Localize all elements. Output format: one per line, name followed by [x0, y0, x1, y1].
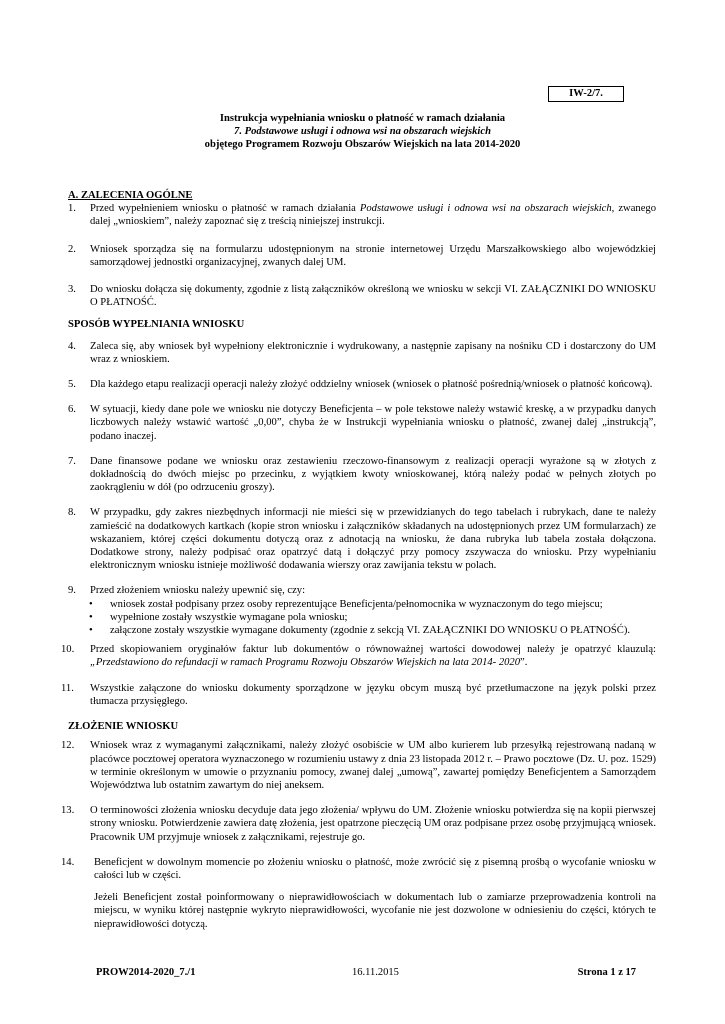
checklist-text: załączone zostały wszystkie wymagane dokumenty (zgodnie z sekcją VI. ZAŁĄCZNIKI DO WNIOSKU O PŁATNOŚĆ). [110, 625, 631, 637]
bullet-icon: • [89, 611, 93, 623]
item-text: Beneficjent w dowolnym momencie po złożeniu wniosku o płatność, może zwrócić się z pisemną prośbą o wycofanie wniosku w całości lub w części. [94, 856, 656, 881]
footer-date: 16.11.2015 [352, 967, 399, 978]
item-number: 3. [68, 284, 76, 296]
list-item [68, 455, 656, 495]
item-text: Przed złożeniem wniosku należy upewnić się, czy: [90, 585, 306, 597]
item-number: 14. [61, 856, 75, 868]
item-text: Zaleca się, aby wniosek był wypełniony elektronicznie i wydrukowany, a następnie zapisany na nośniku CD i dostarczony do UM wraz z wnioskiem. [90, 340, 656, 365]
list-item [61, 682, 656, 708]
item-number: 1. [68, 203, 76, 215]
checklist-text: wniosek został podpisany przez osoby reprezentujące Beneficjenta/pełnomocnika w wyznaczonym do tego miejscu; [110, 598, 603, 610]
item-number: 12. [61, 740, 75, 752]
list-item [61, 856, 656, 882]
section-heading-general: A. ZALECENIA OGÓLNE [68, 190, 193, 201]
item-number: 2. [68, 243, 76, 255]
item-text: W przypadku, gdy zakres niezbędnych informacji nie mieści się w przewidzianych do tego tabelach i rubrykach, dane te należy zamieścić na dodatkowych kartkach (kopie stron wniosku i załączników składanych na udostępnionych przez UM formularzach) ze wskazaniem, której części dokumentu dotyczą oraz z adnotacją na wniosku, że dana rubryka lub tabela została dołączona. Dodatkowe strony, należy podpisać oraz opatrzyć datą i dołączyć przy pomocy zszywacza do wniosku. Przy wypełnianiu elektronicznym wniosku istnieje możliwość dodawania wierszy oraz zawijania tekstu w polach. [90, 507, 656, 572]
list-item [68, 378, 656, 391]
item-number: 13. [61, 805, 75, 817]
title-line-3: objętego Programem Rozwoju Obszarów Wiejskich na lata 2014-2020 [204, 139, 521, 151]
list-item [68, 403, 656, 443]
checklist [68, 598, 656, 638]
item-text-italic: Podstawowe usługi i odnowa wsi na obszarach wiejskich, [359, 203, 615, 215]
item-number: 8. [68, 507, 76, 519]
checklist-item [68, 611, 656, 624]
document-body [61, 189, 656, 931]
item-number: 9. [68, 585, 76, 597]
title-line-2: 7. Podstawowe usługi i odnowa wsi na obszarach wiejskich [234, 126, 491, 138]
list-item [68, 584, 656, 597]
item-number: 4. [68, 340, 76, 352]
item-number: 7. [68, 455, 76, 467]
item-text: O terminowości złożenia wniosku decyduje data jego złożenia/ wpływu do UM. Złożenie wniosku potwierdza się na kopii pierwszej strony wniosku. Potwierdzenie zawiera datę złożenia, jest opatrzone pieczęcią UM oraz podpisane przez osobę przyjmującą wniosek. Pracownik UM przyjmuje wniosek z załącznikami, rejestruje go. [90, 805, 656, 843]
item-text: Przed skopiowaniem oryginałów faktur lub dokumentów o równoważnej wartości dowodowej należy je opatrzyć klauzulą: [90, 644, 656, 656]
item-text: Wniosek sporządza się na formularzu udostępnionym na stronie internetowej Urzędu Marszałkowskiego albo wojewódzkiej samorządowej jednostki organizacyjnej, zwanych dalej UM. [90, 243, 656, 268]
item-text-end: zwanego dalej „wnioskiem”, należy zapoznać się z treścią niniejszej instrukcji. [90, 203, 656, 228]
bullet-icon: • [89, 598, 93, 610]
list-item [61, 739, 656, 792]
item-text: Dla każdego etapu realizacji operacji należy złożyć oddzielny wniosek (wniosek o płatność pośrednią/wniosek o płatność końcową). [90, 379, 653, 391]
item-number: 10. [61, 644, 75, 656]
bullet-icon: • [89, 625, 93, 637]
item-number: 11. [61, 682, 74, 694]
item-text: Do wniosku dołącza się dokumenty, zgodnie z listą załączników określoną we wniosku w sekcji VI. ZAŁĄCZNIKI DO WNIOSKU O PŁATNOŚĆ. [90, 284, 656, 309]
list-item [68, 202, 656, 228]
document-code-box: IW-2/7. [548, 86, 624, 102]
footer-doc-code: PROW2014-2020_7./1 [96, 967, 196, 978]
list-item [68, 340, 656, 366]
checklist-text: wypełnione zostały wszystkie wymagane pola wniosku; [110, 611, 348, 623]
item-text-italic: „Przedstawiono do refundacji w ramach Programu Rozwoju Obszarów Wiejskich na lata 2014- 2020 [90, 657, 521, 669]
footer-page-number: Strona 1 z 17 [577, 967, 636, 978]
item-paragraph: Jeżeli Beneficjent został poinformowany o nieprawidłowościach w dokumentach lub o zamiarze przeprowadzenia kontroli na miejscu, w wyniku której następnie wykryto nieprawidłowości, wycofanie nie jest dozwolone w odniesieniu do części, których te nieprawidłowości dotyczą. [94, 892, 656, 930]
section-heading-filling: SPOSÓB WYPEŁNIANIA WNIOSKU [68, 319, 245, 331]
item-text: W sytuacji, kiedy dane pole we wniosku nie dotyczy Beneficjenta – w pole tekstowe należy wstawić kreskę, a w przypadku danych liczbowych należy wstawić wartość „0,00”, chyba że w Instrukcji wypełniania wniosku o płatność, zwanej dalej „instrukcją”, podano inaczej. [90, 404, 656, 442]
section-heading-submission: ZŁOŻENIE WNIOSKU [68, 721, 179, 733]
title-line-1: Instrukcja wypełniania wniosku o płatność w ramach działania [219, 113, 506, 124]
checklist-item [68, 624, 656, 637]
list-item [68, 283, 656, 309]
item-text: Dane finansowe podane we wniosku oraz zestawieniu rzeczowo-finansowym z realizacji operacji wyrażone są w złotych z dokładnością do dwóch miejsc po przecinku, z wyjątkiem kwoty wnioskowanej, którą należy podać w pełnych złotych po zaokrągleniu w dół (po odrzuceniu groszy). [90, 455, 656, 494]
item-text: Wniosek wraz z wymaganymi załącznikami, należy złożyć osobiście w UM albo kurierem lub przesyłką rejestrowaną nadaną w placówce pocztowej operatora wyznaczonego w rozumieniu ustawy z dnia 23 listopada 2012 r. – Prawo pocztowe (Dz. U. poz. 1529) w terminie określonym w umowie o przyznaniu pomocy, zwanej dalej „umową”, zawartej pomiędzy Beneficjentem a Samorządem Województwa lub ostatnim zawartym do niej aneksem. [90, 740, 656, 791]
item-text: Przed wypełnieniem wniosku o płatność w ramach działania [90, 203, 360, 215]
list-item [68, 243, 656, 269]
document-title [120, 112, 605, 152]
item-number: 6. [68, 404, 76, 416]
checklist-item [68, 598, 656, 611]
item-text: Wszystkie załączone do wniosku dokumenty sporządzone w języku obcym muszą być przetłumaczone na język polski przez tłumacza przysięgłego. [90, 682, 656, 707]
list-item [61, 804, 656, 844]
item-text-end: ”. [520, 657, 528, 669]
list-item [61, 643, 656, 669]
item-number: 5. [68, 379, 76, 391]
list-item [68, 506, 656, 572]
